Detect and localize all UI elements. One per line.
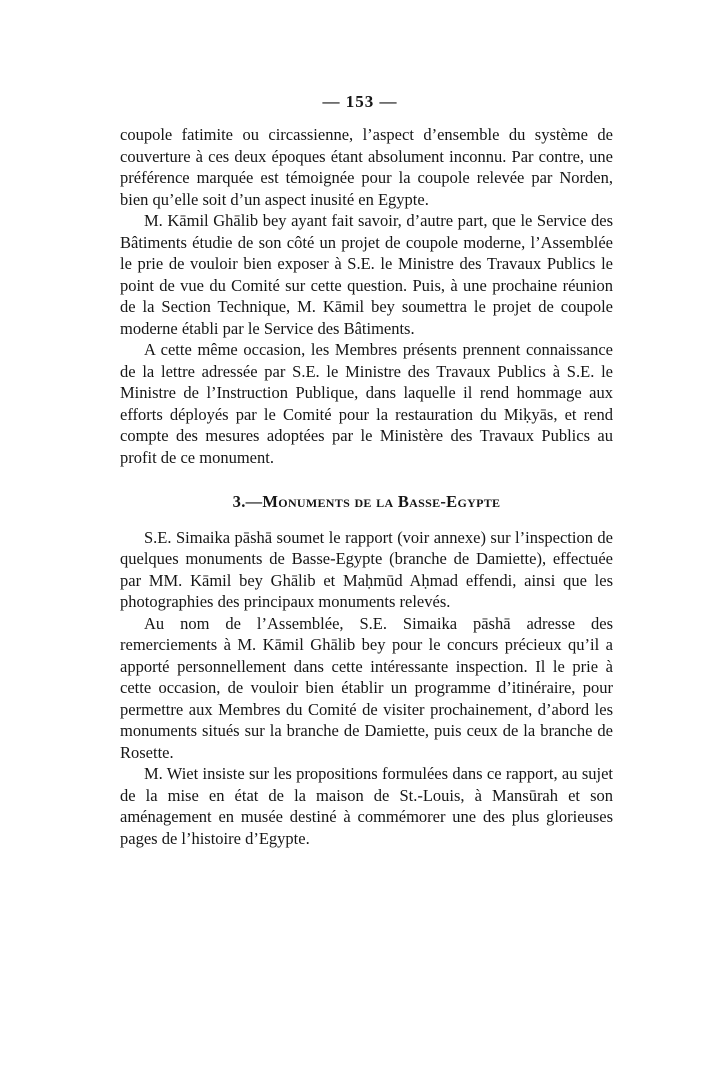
paragraph-minister-letter: A cette même occasion, les Membres présents prennent connaissance de la lettre adressée par S.E. le Ministre des Travaux Publics à S.E. le Ministre de l’Instruction Publique, dans laquelle il rend hommage aux efforts déployés par le Comité pour la restauration du Miḳyās, et rend compte des mesures adoptées par le Ministère des Travaux Publics au profit de ce monument.	[120, 340, 613, 467]
section-heading: 3.—Monuments de la Basse-Egypte	[232, 492, 501, 511]
paragraph-continuation: coupole fatimite ou circassienne, l’aspect d’ensemble du système de couverture à ces deux époques étant absolument inconnu. Par contre, une préférence marquée est témoignée pour la coupole relevée par Norden, bien qu’elle soit d’un aspect inusité en Egypte.	[120, 125, 613, 209]
paragraph-wiet: M. Wiet insiste sur les propositions formulées dans ce rapport, au sujet de la mise en état de la maison de St.-Louis, à Mansūrah et son aménagement en musée destiné à commémorer une des plus glorieuses pages de l’histoire d’Egypte.	[120, 764, 613, 848]
paragraph-thanks: Au nom de l’Assemblée, S.E. Simaika pāshā adresse des remerciements à M. Kāmil Ghālib bey pour le concurs précieux qu’il a apporté personnellement dans cette intéressante inspection. Il le prie à cette occasion, de vouloir bien établir un programme d’itinéraire, pour permettre aux Membres du Comité de visiter prochainement, d’abord les monuments situés sur la branche de Damiette, puis ceux de la branche de Rosette.	[120, 613, 613, 762]
page-number: — 153 —	[322, 92, 398, 111]
paragraph-report-inspection: S.E. Simaika pāshā soumet le rapport (voir annexe) sur l’inspection de quelques monuments de Basse-Egypte (branche de Damiette), effectuée par MM. Kāmil bey Ghālib et Maḥmūd Aḥmad effendi, ainsi que les photographies des principaux monuments relevés.	[120, 527, 613, 611]
paragraph-kamil-ghalib-project: M. Kāmil Ghālib bey ayant fait savoir, d’autre part, que le Service des Bâtiments étudie de son côté un projet de coupole moderne, l’Assemblée le prie de vouloir bien exposer à S.E. le Ministre des Travaux Publics le point de vue du Comité sur cette question. Puis, à une prochaine réunion de la Section Technique, M. Kāmil bey soumettra le projet de coupole moderne établi par le Service des Bâtiments.	[120, 211, 613, 338]
body-text	[120, 124, 613, 849]
